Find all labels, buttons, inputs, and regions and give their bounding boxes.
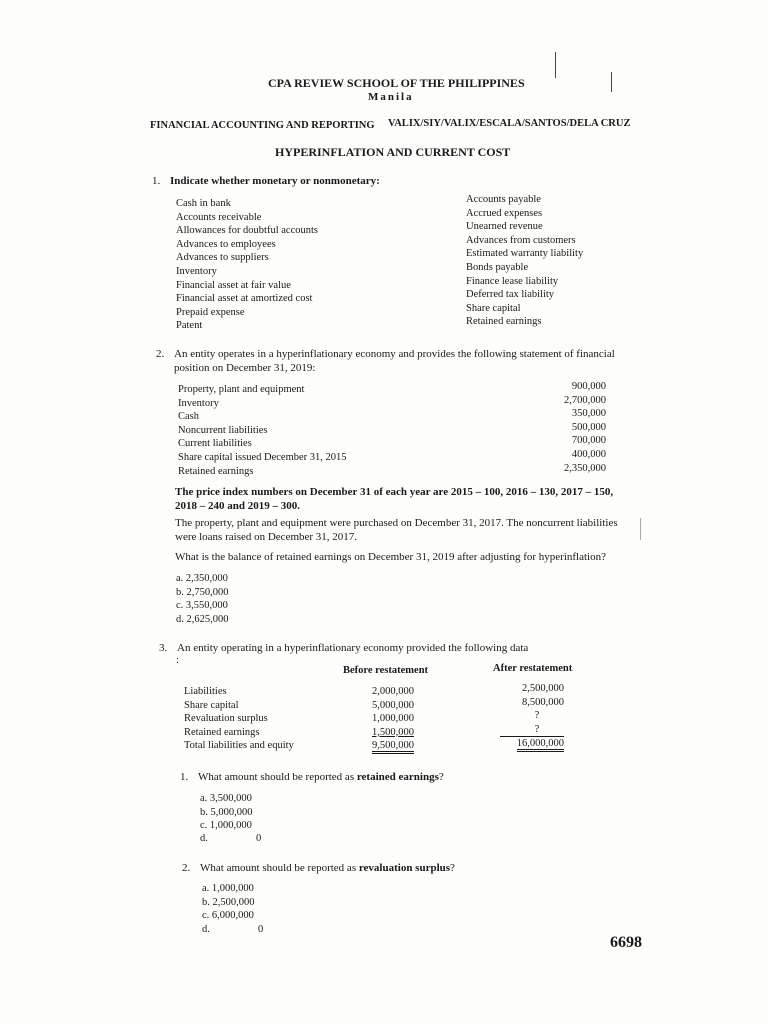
q3-col-before: Before restatement — [343, 665, 429, 676]
answer-choice: d. 2,625,000 — [176, 613, 229, 625]
amount: 500,000 — [571, 421, 606, 433]
sub1-bold: retained earnings — [356, 771, 439, 783]
school-city: Manila — [368, 91, 414, 103]
answer-choice: c. 3,550,000 — [176, 600, 228, 612]
q1-number: 1. — [152, 175, 161, 187]
table-row-label: Total liabilities and equity — [184, 740, 294, 752]
answer-choice: b. 5,000,000 — [200, 806, 253, 818]
answer-choice: b. 2,750,000 — [176, 586, 229, 598]
list-item: Retained earnings — [466, 316, 542, 328]
list-item: Share capital — [466, 302, 521, 314]
list-item: Estimated warranty liability — [466, 248, 584, 260]
q3-colon: : — [176, 654, 180, 666]
scan-mark — [611, 72, 612, 92]
table-cell: 2,500,000 — [522, 683, 564, 694]
sub2-end: ? — [450, 862, 455, 874]
q3-after-values — [500, 682, 564, 751]
school-name: CPA REVIEW SCHOOL OF THE PHILIPPINES — [268, 76, 525, 90]
q1-right-list — [466, 193, 583, 329]
q2-ppe-line2: were loans raised on December 31, 2017. — [175, 531, 358, 543]
q2-index-line2: 2018 – 240 and 2019 – 300. — [175, 500, 300, 512]
list-item: Accounts payable — [466, 194, 541, 205]
q3-col-after: After restatement — [493, 663, 573, 674]
answer-choice: c. 6,000,000 — [202, 910, 254, 922]
answer-choice: c. 1,000,000 — [200, 820, 252, 832]
q2-intro-line1: An entity operates in a hyperinflationary economy and provides the following statement of financial — [174, 348, 615, 360]
topic-title: HYPERINFLATION AND CURRENT COST — [275, 145, 511, 159]
list-item: Finance lease liability — [466, 275, 559, 287]
answer-choice: a. 1,000,000 — [202, 883, 254, 894]
table-cell: ? — [534, 710, 540, 722]
table-row-label: Share capital — [184, 699, 239, 711]
list-item: Deferred tax liability — [466, 289, 555, 301]
scan-mark — [640, 518, 641, 540]
q2-index-line1: The price index numbers on December 31 of each year are 2015 – 100, 2016 – 130, 2017 – 150, — [175, 486, 614, 498]
list-item: Current liabilities — [178, 438, 252, 450]
list-item: Prepaid expense — [176, 306, 245, 318]
sub1-text: What amount should be reported as — [198, 771, 355, 783]
amount: 700,000 — [571, 435, 606, 447]
list-item: Financial asset at amortized cost — [176, 293, 313, 305]
sub2-choice-d-value: 0 — [258, 924, 264, 935]
amount: 400,000 — [571, 448, 606, 460]
sub2-bold: revaluation surplus — [358, 862, 451, 874]
sub1-end: ? — [438, 771, 444, 783]
amount: 900,000 — [571, 381, 606, 392]
list-item: Cash in bank — [176, 198, 231, 209]
sub2-question — [200, 862, 455, 874]
q3-row-labels — [184, 685, 294, 753]
q3-intro: An entity operating in a hyperinflationary economy provided the following data — [177, 642, 529, 654]
amount: 350,000 — [571, 408, 606, 420]
sub2-number: 2. — [182, 862, 191, 874]
list-item: Financial asset at fair value — [176, 279, 291, 291]
table-cell: 8,500,000 — [522, 696, 564, 708]
sub1-question — [198, 771, 444, 783]
sub2-text: What amount should be reported as — [200, 862, 357, 874]
table-row-label: Liabilities — [184, 686, 227, 697]
list-item: Advances from customers — [466, 234, 576, 246]
list-item: Unearned revenue — [466, 221, 543, 233]
authors: VALIX/SIY/VALIX/ESCALA/SANTOS/DELA CRUZ — [388, 118, 631, 129]
amount: 2,350,000 — [564, 462, 606, 474]
list-item: Advances to employees — [176, 238, 276, 250]
q2-ppe-line1: The property, plant and equipment were purchased on December 31, 2017. The noncurrent liabilities — [175, 517, 618, 529]
table-cell: 2,000,000 — [372, 686, 414, 697]
list-item: Patent — [176, 320, 203, 332]
list-item: Cash — [178, 411, 199, 423]
q2-item-amounts — [540, 380, 606, 475]
answer-choice: a. 3,500,000 — [200, 793, 252, 804]
q3-before-values — [350, 685, 414, 753]
table-cell-total: 16,000,000 — [517, 738, 564, 752]
page-number: 6698 — [610, 934, 642, 951]
q1-left-list — [176, 197, 318, 333]
sub1-choice-d-label: d. — [200, 833, 208, 844]
table-cell: 5,000,000 — [372, 699, 414, 711]
list-item: Advances to suppliers — [176, 252, 269, 264]
table-row-label: Retained earnings — [184, 726, 260, 738]
list-item: Retained earnings — [178, 465, 254, 477]
q2-item-labels — [178, 383, 347, 478]
scan-mark — [555, 52, 556, 78]
sub2-choice-d-label: d. — [202, 924, 210, 935]
q2-number: 2. — [156, 348, 165, 360]
q1-prompt: Indicate whether monetary or nonmonetary: — [170, 175, 380, 187]
amount: 2,700,000 — [564, 394, 606, 406]
list-item: Noncurrent liabilities — [178, 424, 268, 436]
list-item: Property, plant and equipment — [178, 384, 305, 395]
list-item: Accounts receivable — [176, 211, 262, 223]
table-cell-total: 9,500,000 — [372, 740, 414, 754]
sub1-choices — [200, 792, 253, 833]
list-item: Bonds payable — [466, 261, 529, 273]
subject-title: FINANCIAL ACCOUNTING AND REPORTING — [150, 120, 375, 131]
list-item: Allowances for doubtful accounts — [176, 225, 319, 237]
table-cell: 1,000,000 — [372, 713, 414, 725]
sub2-choices — [202, 882, 255, 923]
answer-choice: a. 2,350,000 — [176, 573, 228, 584]
q2-choices — [176, 572, 229, 626]
sub1-choice-d-value: 0 — [256, 833, 262, 844]
q3-number: 3. — [159, 642, 168, 654]
sub1-number: 1. — [180, 771, 189, 783]
table-row-label: Revaluation surplus — [184, 713, 268, 725]
table-cell: ? — [500, 723, 564, 738]
table-cell: 1,500,000 — [372, 726, 414, 738]
q2-question: What is the balance of retained earnings on December 31, 2019 after adjusting for hyperinflation? — [175, 551, 606, 563]
list-item: Inventory — [176, 265, 217, 277]
list-item: Share capital issued December 31, 2015 — [178, 451, 347, 463]
list-item: Inventory — [178, 397, 219, 409]
list-item: Accrued expenses — [466, 207, 543, 219]
q2-intro-line2: position on December 31, 2019: — [174, 362, 316, 374]
answer-choice: b. 2,500,000 — [202, 896, 255, 908]
